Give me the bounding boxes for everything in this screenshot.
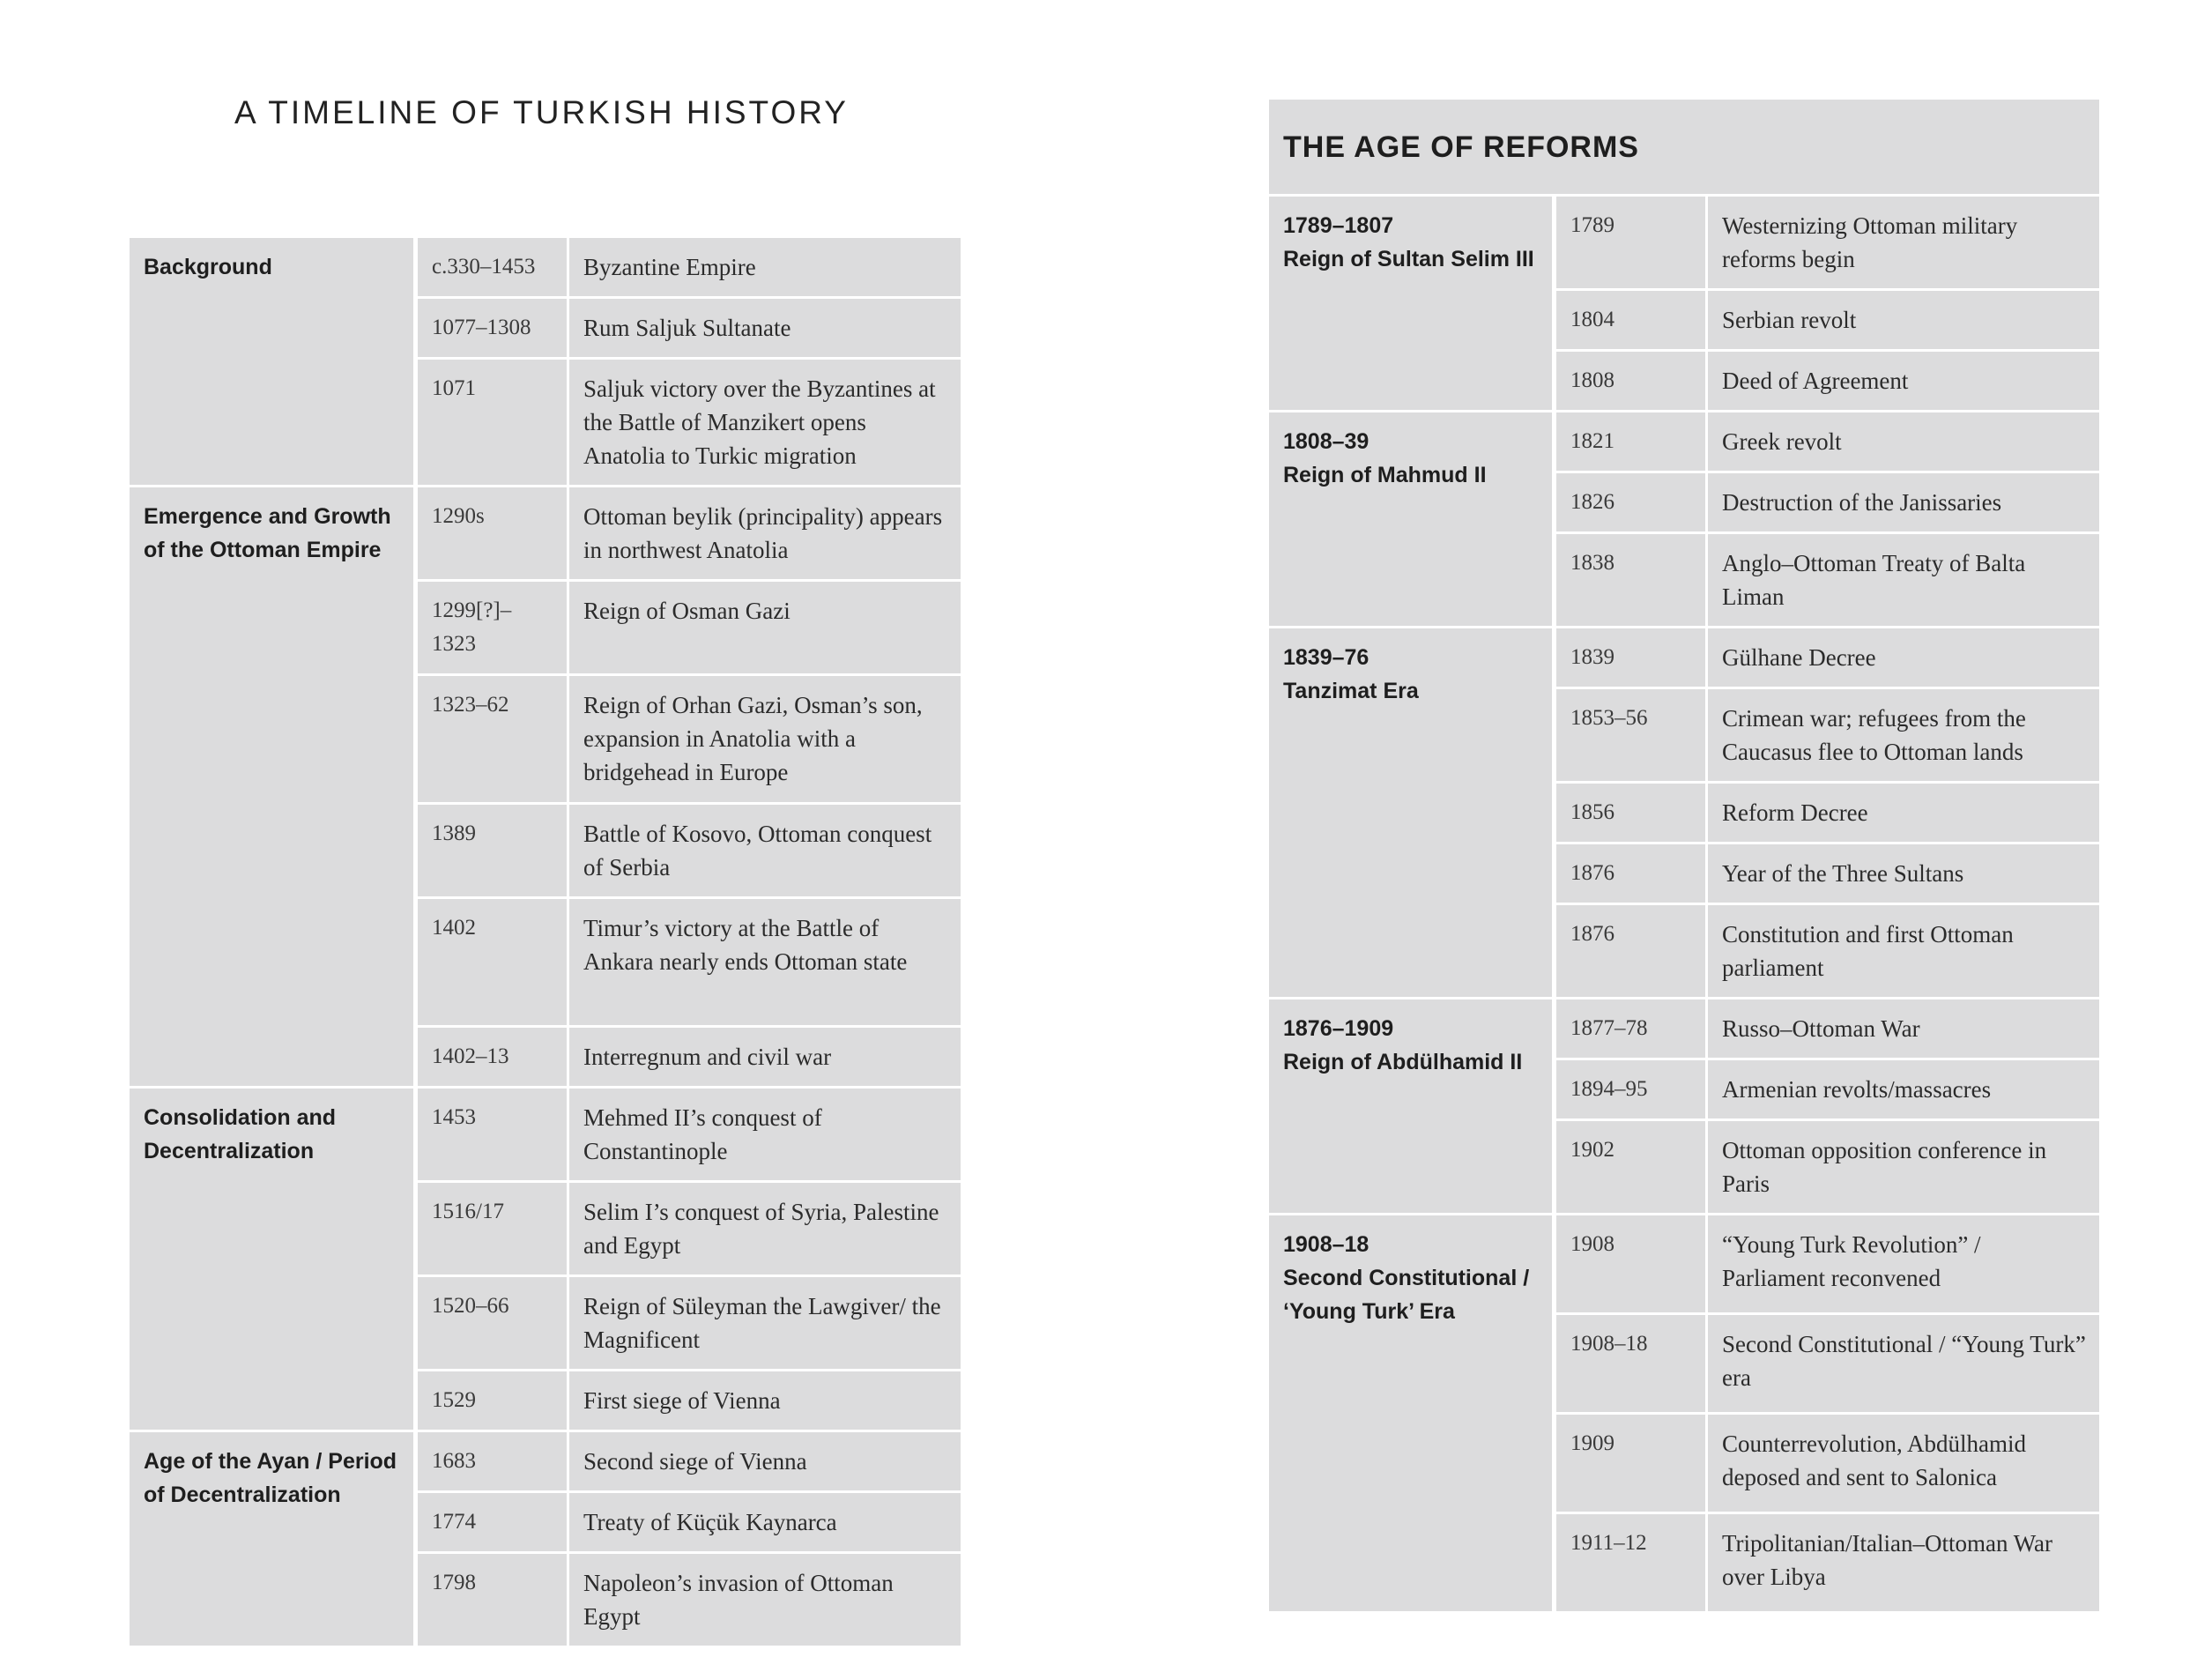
event-description: Rum Saljuk Sultanate bbox=[569, 299, 961, 360]
section-name: Reign of Sultan Selim III bbox=[1283, 247, 1534, 271]
page-title: A TIMELINE OF TURKISH HISTORY bbox=[234, 94, 849, 130]
section-range: 1808–39 bbox=[1283, 429, 1370, 454]
event-year: 1520–66 bbox=[418, 1277, 569, 1371]
section-range: 1789–1807 bbox=[1283, 213, 1394, 238]
event-description: Counterrevolution, Abdülhamid deposed and sent to Salonica bbox=[1708, 1415, 2099, 1514]
event-year: 1853–56 bbox=[1556, 689, 1708, 784]
event-description: Mehmed II’s conquest of Constantinople bbox=[569, 1089, 961, 1183]
section-range: 1908–18 bbox=[1283, 1232, 1370, 1257]
event-year: 1402 bbox=[418, 899, 569, 1028]
timeline-table-left bbox=[130, 238, 961, 1648]
section-label bbox=[1269, 197, 1556, 412]
event-year: 1071 bbox=[418, 360, 569, 487]
timeline-table-right bbox=[1269, 197, 2099, 1614]
event-description: Timur’s victory at the Battle of Ankara nearly ends Ottoman state bbox=[569, 899, 961, 1028]
event-description: Tripolitanian/Italian–Ottoman War over Libya bbox=[1708, 1514, 2099, 1614]
event-year: 1839 bbox=[1556, 628, 1708, 689]
section-name: Background bbox=[144, 255, 272, 279]
event-description: Armenian revolts/massacres bbox=[1708, 1060, 2099, 1121]
event-description: Interregnum and civil war bbox=[569, 1028, 961, 1089]
event-description: Serbian revolt bbox=[1708, 291, 2099, 352]
section-name: Emergence and Growth of the Ottoman Empire bbox=[144, 504, 391, 562]
event-year: 1077–1308 bbox=[418, 299, 569, 360]
event-year: 1804 bbox=[1556, 291, 1708, 352]
event-description: Saljuk victory over the Byzantines at the Battle of Manzikert opens Anatolia to Turkic migration bbox=[569, 360, 961, 487]
section-name: Age of the Ayan / Period of Decentralization bbox=[144, 1449, 397, 1507]
event-description: Westernizing Ottoman military reforms begin bbox=[1708, 197, 2099, 291]
timeline-row bbox=[1269, 1215, 2099, 1315]
timeline-row bbox=[1269, 412, 2099, 473]
section-label bbox=[130, 238, 418, 487]
event-description: Treaty of Küçük Kaynarca bbox=[569, 1493, 961, 1554]
event-description: Anglo–Ottoman Treaty of Balta Liman bbox=[1708, 534, 2099, 628]
section-name: Consolidation and Decentralization bbox=[144, 1105, 337, 1163]
event-description: Greek revolt bbox=[1708, 412, 2099, 473]
event-year: 1838 bbox=[1556, 534, 1708, 628]
event-year: 1789 bbox=[1556, 197, 1708, 291]
event-description: Battle of Kosovo, Ottoman conquest of Serbia bbox=[569, 805, 961, 899]
timeline-row bbox=[1269, 628, 2099, 689]
event-year: 1774 bbox=[418, 1493, 569, 1554]
event-year: 1894–95 bbox=[1556, 1060, 1708, 1121]
event-year: 1876 bbox=[1556, 844, 1708, 905]
section-title-age-of-reforms: THE AGE OF REFORMS bbox=[1269, 100, 2099, 194]
event-description: Russo–Ottoman War bbox=[1708, 999, 2099, 1060]
event-year: 1826 bbox=[1556, 473, 1708, 534]
event-year: 1453 bbox=[418, 1089, 569, 1183]
section-name: Reign of Mahmud II bbox=[1283, 463, 1487, 487]
event-year: 1909 bbox=[1556, 1415, 1708, 1514]
event-description: Reign of Osman Gazi bbox=[569, 582, 961, 676]
timeline-row bbox=[130, 238, 961, 299]
event-description: Destruction of the Janissaries bbox=[1708, 473, 2099, 534]
event-description: Selim I’s conquest of Syria, Palestine and Egypt bbox=[569, 1183, 961, 1277]
event-year: 1908–18 bbox=[1556, 1315, 1708, 1415]
section-label bbox=[1269, 412, 1556, 628]
event-year: 1290s bbox=[418, 487, 569, 582]
event-description: Ottoman opposition conference in Paris bbox=[1708, 1121, 2099, 1215]
event-year: 1821 bbox=[1556, 412, 1708, 473]
timeline-row bbox=[130, 1432, 961, 1493]
event-description: Second siege of Vienna bbox=[569, 1432, 961, 1493]
event-description: “Young Turk Revolution” / Parliament reconvened bbox=[1708, 1215, 2099, 1315]
timeline-row bbox=[1269, 197, 2099, 291]
section-name: Tanzimat Era bbox=[1283, 679, 1419, 703]
section-label bbox=[130, 487, 418, 1089]
event-year: 1529 bbox=[418, 1371, 569, 1432]
event-year: 1516/17 bbox=[418, 1183, 569, 1277]
section-name: Reign of Abdülhamid II bbox=[1283, 1050, 1523, 1074]
event-description: Gülhane Decree bbox=[1708, 628, 2099, 689]
timeline-row bbox=[1269, 999, 2099, 1060]
section-name: Second Constitutional / ‘Young Turk’ Era bbox=[1283, 1266, 1530, 1324]
event-description: Second Constitutional / “Young Turk” era bbox=[1708, 1315, 2099, 1415]
timeline-row bbox=[130, 487, 961, 582]
event-description: Deed of Agreement bbox=[1708, 352, 2099, 412]
event-year: 1856 bbox=[1556, 784, 1708, 844]
event-year: 1683 bbox=[418, 1432, 569, 1493]
event-year: 1808 bbox=[1556, 352, 1708, 412]
section-label bbox=[1269, 999, 1556, 1215]
event-year: 1876 bbox=[1556, 905, 1708, 999]
event-description: Reign of Orhan Gazi, Osman’s son, expansion in Anatolia with a bridgehead in Europe bbox=[569, 676, 961, 805]
section-label bbox=[1269, 1215, 1556, 1614]
event-year: 1902 bbox=[1556, 1121, 1708, 1215]
event-year: 1323–62 bbox=[418, 676, 569, 805]
event-year: 1908 bbox=[1556, 1215, 1708, 1315]
event-year: 1299[?]–1323 bbox=[418, 582, 569, 676]
section-range: 1839–76 bbox=[1283, 645, 1370, 670]
event-description: Year of the Three Sultans bbox=[1708, 844, 2099, 905]
event-year: 1911–12 bbox=[1556, 1514, 1708, 1614]
event-year: c.330–1453 bbox=[418, 238, 569, 299]
section-range: 1876–1909 bbox=[1283, 1016, 1394, 1041]
event-description: Reform Decree bbox=[1708, 784, 2099, 844]
timeline-row bbox=[130, 1089, 961, 1183]
event-description: Ottoman beylik (principality) appears in northwest Anatolia bbox=[569, 487, 961, 582]
event-year: 1798 bbox=[418, 1554, 569, 1648]
event-description: Crimean war; refugees from the Caucasus flee to Ottoman lands bbox=[1708, 689, 2099, 784]
event-year: 1389 bbox=[418, 805, 569, 899]
event-description: Reign of Süleyman the Lawgiver/ the Magnificent bbox=[569, 1277, 961, 1371]
event-description: First siege of Vienna bbox=[569, 1371, 961, 1432]
event-year: 1877–78 bbox=[1556, 999, 1708, 1060]
event-description: Constitution and first Ottoman parliament bbox=[1708, 905, 2099, 999]
event-description: Byzantine Empire bbox=[569, 238, 961, 299]
section-label bbox=[130, 1089, 418, 1432]
section-label bbox=[130, 1432, 418, 1648]
event-description: Napoleon’s invasion of Ottoman Egypt bbox=[569, 1554, 961, 1648]
event-year: 1402–13 bbox=[418, 1028, 569, 1089]
section-label bbox=[1269, 628, 1556, 999]
